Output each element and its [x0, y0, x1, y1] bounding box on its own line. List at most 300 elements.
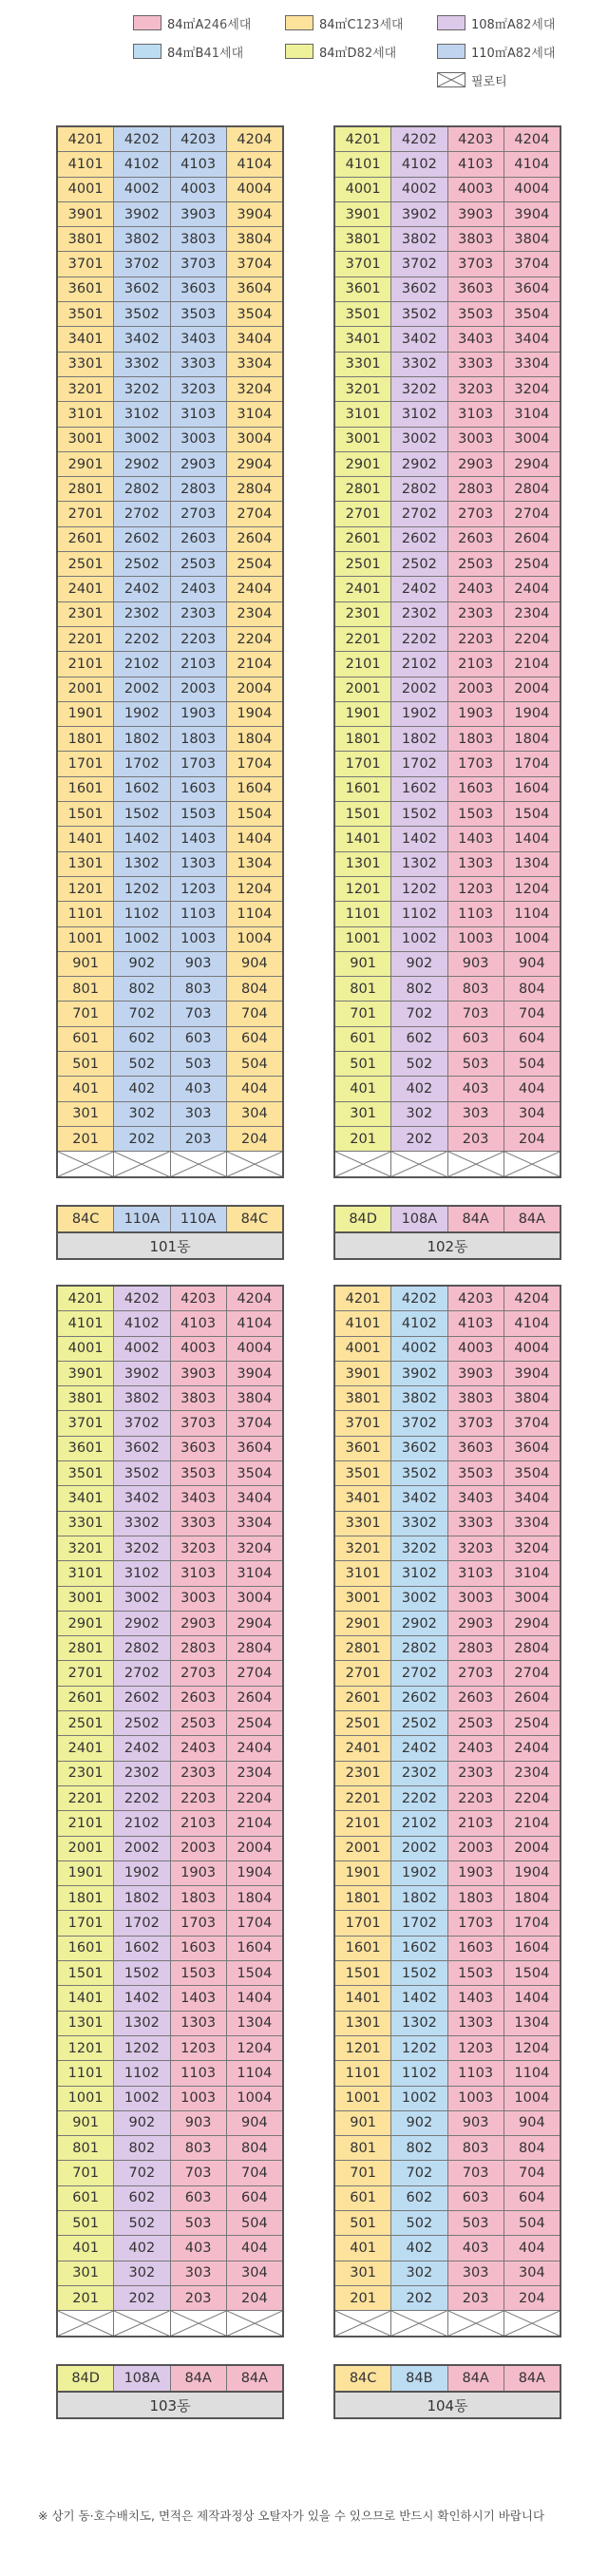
unit-cell: 3301 — [58, 353, 114, 377]
unit-cell: 2302 — [391, 602, 447, 627]
unit-cell: 3501 — [58, 1461, 114, 1486]
unit-cell: 1003 — [171, 927, 227, 952]
floor-row — [335, 252, 560, 277]
floor-row — [58, 1486, 282, 1511]
unit-cell: 4204 — [504, 127, 560, 152]
floor-row — [335, 2186, 560, 2211]
unit-cell: 1801 — [335, 1886, 391, 1911]
floor-row — [58, 1027, 282, 1052]
unit-cell: 3401 — [335, 327, 391, 352]
unit-cell: 1203 — [448, 877, 504, 902]
unit-cell: 3203 — [171, 377, 227, 402]
unit-cell: 1404 — [227, 1986, 282, 2011]
unit-cell: 1901 — [58, 702, 114, 727]
unit-cell: 703 — [171, 1002, 227, 1026]
unit-cell: 2403 — [448, 577, 504, 601]
pilotis-cell — [58, 2311, 114, 2336]
unit-cell: 2301 — [335, 1762, 391, 1786]
unit-cell: 204 — [504, 1127, 560, 1152]
floor-row — [58, 1636, 282, 1661]
unit-cell: 1304 — [504, 2012, 560, 2036]
floor-row — [58, 977, 282, 1002]
unit-cell: 2001 — [335, 1837, 391, 1861]
floor-row — [58, 677, 282, 702]
floor-row — [58, 1911, 282, 1936]
unit-cell: 1702 — [114, 752, 170, 776]
unit-cell: 2501 — [335, 1711, 391, 1736]
unit-cell: 1602 — [391, 777, 447, 802]
unit-cell: 3202 — [114, 1536, 170, 1561]
floor-row — [335, 1536, 560, 1561]
unit-cell: 1303 — [171, 852, 227, 877]
unit-cell: 3701 — [58, 252, 114, 277]
unit-cell: 1203 — [171, 877, 227, 902]
unit-cell: 3703 — [171, 252, 227, 277]
floor-row — [58, 852, 282, 877]
floor-row — [58, 1102, 282, 1127]
unit-cell: 1904 — [504, 1861, 560, 1886]
unit-cell: 2202 — [114, 1786, 170, 1811]
unit-cell: 3002 — [391, 428, 447, 452]
unit-cell: 3702 — [114, 1411, 170, 1436]
legend-item-a84 — [133, 13, 251, 32]
unit-cell: 801 — [58, 2136, 114, 2161]
unit-cell: 4002 — [114, 178, 170, 202]
unit-cell: 1102 — [391, 2061, 447, 2086]
unit-cell: 4003 — [448, 1337, 504, 1362]
unit-cell: 1401 — [335, 827, 391, 851]
unit-cell: 3001 — [58, 1587, 114, 1612]
unit-cell: 601 — [58, 1027, 114, 1052]
unit-cell: 602 — [114, 1027, 170, 1052]
unit-cell: 1301 — [58, 2012, 114, 2036]
floor-row — [335, 477, 560, 502]
floor-row — [58, 178, 282, 202]
unit-cell: 1302 — [114, 2012, 170, 2036]
unit-cell: 404 — [504, 2236, 560, 2261]
unit-cell: 3004 — [227, 1587, 282, 1612]
unit-cell: 1804 — [227, 1886, 282, 1911]
unit-cell: 3602 — [391, 1437, 447, 1461]
unit-cell: 2703 — [448, 502, 504, 526]
legend-type: 108㎡A — [471, 17, 516, 32]
legend-type: 84㎡C — [319, 17, 356, 32]
unit-type-label: 84A — [171, 2366, 227, 2391]
unit-cell: 803 — [448, 2136, 504, 2161]
unit-cell: 2302 — [114, 602, 170, 627]
unit-cell: 3101 — [335, 402, 391, 427]
unit-cell: 3701 — [335, 252, 391, 277]
unit-cell: 2402 — [391, 577, 447, 601]
unit-cell: 3201 — [335, 1536, 391, 1561]
unit-cell: 1301 — [335, 2012, 391, 2036]
legend — [133, 13, 589, 95]
unit-cell: 1004 — [227, 927, 282, 952]
unit-cell: 2201 — [335, 627, 391, 652]
unit-cell: 504 — [227, 1052, 282, 1077]
unit-cell: 1603 — [171, 1937, 227, 1961]
pilotis-cell — [227, 2311, 282, 2336]
legend-item-a108 — [437, 13, 555, 32]
unit-cell: 1501 — [335, 802, 391, 827]
unit-cell: 1902 — [114, 1861, 170, 1886]
floor-row — [58, 2012, 282, 2036]
unit-cell: 2601 — [58, 1687, 114, 1711]
unit-cell: 2904 — [504, 1612, 560, 1636]
unit-cell: 1503 — [171, 802, 227, 827]
unit-cell: 1103 — [171, 902, 227, 926]
unit-cell: 3601 — [58, 277, 114, 302]
floor-row — [335, 1587, 560, 1612]
unit-cell: 2403 — [448, 1736, 504, 1761]
unit-cell: 3903 — [448, 202, 504, 227]
unit-cell: 502 — [391, 2211, 447, 2236]
unit-cell: 3603 — [448, 277, 504, 302]
building-104 — [333, 1285, 561, 2419]
unit-cell: 3302 — [391, 353, 447, 377]
unit-cell: 1503 — [448, 802, 504, 827]
unit-cell: 2901 — [58, 452, 114, 477]
unit-cell: 2303 — [448, 602, 504, 627]
unit-type-label: 110A — [171, 1207, 227, 1231]
unit-cell: 3702 — [391, 252, 447, 277]
unit-cell: 2701 — [335, 502, 391, 526]
unit-cell: 3704 — [227, 252, 282, 277]
floor-row — [335, 1102, 560, 1127]
unit-cell: 1201 — [335, 2036, 391, 2061]
unit-cell: 1602 — [391, 1937, 447, 1961]
unit-cell: 3501 — [335, 1461, 391, 1486]
unit-cell: 1401 — [335, 1986, 391, 2011]
unit-cell: 1303 — [448, 2012, 504, 2036]
unit-cell: 802 — [391, 2136, 447, 2161]
unit-cell: 2004 — [227, 677, 282, 702]
unit-cell: 4104 — [227, 1311, 282, 1336]
unit-cell: 3202 — [114, 377, 170, 402]
floor-row — [335, 2161, 560, 2185]
unit-cell: 2901 — [335, 1612, 391, 1636]
unit-cell: 2602 — [114, 1687, 170, 1711]
unit-cell: 304 — [504, 2261, 560, 2286]
floor-row — [58, 152, 282, 177]
unit-cell: 1501 — [58, 802, 114, 827]
unit-cell: 1403 — [448, 827, 504, 851]
unit-cell: 1004 — [504, 927, 560, 952]
floor-row — [335, 602, 560, 627]
unit-cell: 3803 — [448, 227, 504, 252]
unit-cell: 801 — [335, 2136, 391, 2161]
unit-cell: 3601 — [335, 277, 391, 302]
footnote: ※ 상기 동·호수배치도, 면적은 제작과정상 오탈자가 있을 수 있으므로 반드시 확인하시기 바랍니다 — [38, 2509, 545, 2523]
unit-cell: 1201 — [335, 877, 391, 902]
unit-cell: 3203 — [448, 1536, 504, 1561]
unit-cell: 2203 — [448, 627, 504, 652]
unit-cell: 2603 — [171, 1687, 227, 1711]
pilotis-cell — [58, 1152, 114, 1176]
unit-type-row — [333, 2364, 561, 2391]
unit-cell: 2303 — [171, 1762, 227, 1786]
unit-cell: 2204 — [227, 627, 282, 652]
unit-cell: 2001 — [58, 1837, 114, 1861]
unit-cell: 2803 — [171, 1636, 227, 1661]
unit-cell: 1702 — [391, 1911, 447, 1936]
legend-swatch — [285, 44, 314, 59]
unit-cell: 3204 — [227, 377, 282, 402]
floor-row — [335, 1486, 560, 1511]
unit-cell: 1603 — [448, 777, 504, 802]
unit-cell: 1202 — [114, 877, 170, 902]
floor-row — [335, 1612, 560, 1636]
unit-cell: 1402 — [114, 1986, 170, 2011]
floor-row — [58, 1736, 282, 1761]
unit-cell: 2804 — [227, 477, 282, 502]
unit-type-label: 84D — [58, 2366, 114, 2391]
unit-cell: 604 — [227, 1027, 282, 1052]
floor-row — [335, 927, 560, 952]
unit-cell: 4203 — [448, 127, 504, 152]
unit-cell: 2903 — [448, 1612, 504, 1636]
unit-cell: 4202 — [391, 1287, 447, 1311]
unit-cell: 2601 — [335, 527, 391, 552]
unit-cell: 1804 — [504, 727, 560, 752]
unit-cell: 3701 — [335, 1411, 391, 1436]
unit-cell: 1304 — [227, 2012, 282, 2036]
unit-cell: 2104 — [227, 652, 282, 677]
floor-row — [335, 1711, 560, 1736]
unit-cell: 3304 — [227, 353, 282, 377]
unit-cell: 2304 — [227, 602, 282, 627]
unit-cell: 3604 — [504, 277, 560, 302]
floor-row — [335, 2087, 560, 2111]
unit-cell: 4201 — [335, 127, 391, 152]
unit-cell: 3004 — [227, 428, 282, 452]
unit-cell: 903 — [448, 952, 504, 977]
unit-cell: 1203 — [448, 2036, 504, 2061]
unit-cell: 3904 — [227, 202, 282, 227]
floor-row — [335, 1311, 560, 1336]
unit-cell: 3001 — [335, 1587, 391, 1612]
unit-cell: 2401 — [58, 577, 114, 601]
unit-cell: 3804 — [504, 1386, 560, 1411]
unit-cell: 3303 — [171, 1512, 227, 1536]
unit-type-row — [56, 2364, 284, 2391]
unit-cell: 3402 — [391, 1486, 447, 1511]
unit-cell: 804 — [504, 977, 560, 1002]
unit-cell: 2703 — [448, 1661, 504, 1686]
unit-cell: 1601 — [58, 1937, 114, 1961]
unit-cell: 2502 — [391, 552, 447, 577]
unit-cell: 401 — [335, 2236, 391, 2261]
floor-row — [335, 327, 560, 352]
pilotis-cell — [335, 2311, 391, 2336]
unit-cell: 301 — [58, 2261, 114, 2286]
floor-row — [58, 1861, 282, 1886]
unit-cell: 3501 — [58, 302, 114, 327]
unit-cell: 3802 — [114, 1386, 170, 1411]
unit-cell: 601 — [335, 1027, 391, 1052]
unit-cell: 3502 — [114, 1461, 170, 1486]
unit-type-label: 84A — [448, 2366, 504, 2391]
unit-cell: 2601 — [335, 1687, 391, 1711]
building-name: 104동 — [333, 2391, 561, 2419]
unit-cell: 3802 — [391, 1386, 447, 1411]
unit-cell: 1103 — [171, 2061, 227, 2086]
unit-cell: 2801 — [58, 477, 114, 502]
unit-cell: 2004 — [227, 1837, 282, 1861]
unit-cell: 3603 — [171, 1437, 227, 1461]
unit-cell: 2402 — [391, 1736, 447, 1761]
unit-cell: 3104 — [504, 402, 560, 427]
pilotis-cell — [448, 1152, 504, 1176]
unit-cell: 302 — [114, 2261, 170, 2286]
floor-row — [335, 1077, 560, 1101]
unit-cell: 1103 — [448, 2061, 504, 2086]
floor-row — [335, 1687, 560, 1711]
unit-cell: 403 — [448, 1077, 504, 1101]
unit-cell: 4003 — [171, 1337, 227, 1362]
unit-cell: 3902 — [391, 1362, 447, 1386]
unit-cell: 2503 — [448, 552, 504, 577]
unit-cell: 1204 — [504, 877, 560, 902]
unit-cell: 3101 — [58, 402, 114, 427]
unit-cell: 2001 — [335, 677, 391, 702]
unit-cell: 2201 — [58, 627, 114, 652]
unit-cell: 701 — [58, 1002, 114, 1026]
unit-cell: 4104 — [504, 1311, 560, 1336]
unit-cell: 4101 — [58, 1311, 114, 1336]
unit-cell: 3801 — [335, 227, 391, 252]
unit-cell: 4201 — [58, 1287, 114, 1311]
unit-cell: 1104 — [504, 902, 560, 926]
floor-row — [335, 1512, 560, 1536]
unit-cell: 4204 — [227, 127, 282, 152]
unit-cell: 3502 — [114, 302, 170, 327]
legend-item-a110 — [437, 42, 555, 61]
unit-cell: 1001 — [58, 927, 114, 952]
unit-cell: 2202 — [391, 1786, 447, 1811]
unit-cell: 3503 — [171, 302, 227, 327]
unit-cell: 2003 — [448, 677, 504, 702]
unit-cell: 2204 — [504, 1786, 560, 1811]
unit-cell: 1801 — [58, 1886, 114, 1911]
unit-type-label: 84A — [448, 1207, 504, 1231]
unit-cell: 3801 — [58, 227, 114, 252]
unit-cell: 2401 — [335, 1736, 391, 1761]
unit-cell: 2903 — [448, 452, 504, 477]
floor-row — [58, 1687, 282, 1711]
unit-cell: 1402 — [114, 827, 170, 851]
unit-cell: 504 — [504, 1052, 560, 1077]
unit-cell: 803 — [171, 2136, 227, 2161]
unit-cell: 1204 — [227, 2036, 282, 2061]
unit-cell: 3304 — [504, 1512, 560, 1536]
unit-cell: 2702 — [114, 1661, 170, 1686]
unit-cell: 702 — [391, 2161, 447, 2185]
unit-cell: 3002 — [114, 1587, 170, 1612]
floor-row — [335, 752, 560, 776]
unit-cell: 2904 — [227, 452, 282, 477]
unit-cell: 1303 — [171, 2012, 227, 2036]
unit-cell: 703 — [448, 2161, 504, 2185]
unit-cell: 2603 — [448, 1687, 504, 1711]
unit-cell: 904 — [504, 952, 560, 977]
unit-cell: 2402 — [114, 1736, 170, 1761]
unit-cell: 4003 — [171, 178, 227, 202]
floor-row — [335, 1786, 560, 1811]
unit-cell: 3504 — [227, 1461, 282, 1486]
unit-cell: 4102 — [114, 1311, 170, 1336]
unit-cell: 2802 — [114, 1636, 170, 1661]
unit-cell: 1402 — [391, 1986, 447, 2011]
floor-row — [58, 252, 282, 277]
building-name: 103동 — [56, 2391, 284, 2419]
unit-cell: 1602 — [114, 777, 170, 802]
unit-cell: 2804 — [504, 477, 560, 502]
unit-cell: 3403 — [448, 1486, 504, 1511]
unit-cell: 2002 — [391, 1837, 447, 1861]
unit-cell: 203 — [448, 1127, 504, 1152]
unit-cell: 3904 — [504, 202, 560, 227]
unit-cell: 3704 — [504, 1411, 560, 1436]
unit-cell: 4103 — [448, 152, 504, 177]
floor-row — [58, 552, 282, 577]
unit-cell: 3201 — [335, 377, 391, 402]
unit-cell: 2903 — [171, 452, 227, 477]
legend-count: 82세대 — [356, 46, 397, 61]
unit-cell: 502 — [114, 2211, 170, 2236]
unit-cell: 2804 — [227, 1636, 282, 1661]
unit-cell: 4203 — [448, 1287, 504, 1311]
floor-row — [335, 127, 560, 152]
floor-row — [335, 1287, 560, 1311]
unit-cell: 2203 — [171, 627, 227, 652]
unit-cell: 1002 — [114, 927, 170, 952]
unit-cell: 4204 — [227, 1287, 282, 1311]
unit-cell: 1503 — [448, 1961, 504, 1986]
unit-cell: 1104 — [227, 2061, 282, 2086]
unit-grid — [333, 125, 561, 1178]
floor-row — [335, 2286, 560, 2311]
unit-cell: 704 — [504, 1002, 560, 1026]
unit-cell: 1001 — [335, 927, 391, 952]
unit-cell: 3503 — [448, 302, 504, 327]
unit-cell: 402 — [391, 2236, 447, 2261]
floor-row — [335, 1411, 560, 1436]
unit-cell: 2704 — [227, 1661, 282, 1686]
floor-row — [58, 127, 282, 152]
pilotis-cell — [504, 2311, 560, 2336]
unit-cell: 3204 — [504, 377, 560, 402]
unit-cell: 1401 — [58, 827, 114, 851]
unit-cell: 2802 — [114, 477, 170, 502]
unit-cell: 1201 — [58, 877, 114, 902]
unit-type-label: 84C — [58, 1207, 114, 1231]
unit-cell: 4203 — [171, 127, 227, 152]
floor-row — [335, 2012, 560, 2036]
floor-row — [58, 1937, 282, 1961]
floor-row — [58, 827, 282, 851]
unit-cell: 702 — [391, 1002, 447, 1026]
unit-cell: 1004 — [504, 2087, 560, 2111]
unit-cell: 2002 — [391, 677, 447, 702]
unit-cell: 1702 — [391, 752, 447, 776]
unit-cell: 1501 — [58, 1961, 114, 1986]
unit-cell: 3201 — [58, 1536, 114, 1561]
unit-cell: 2301 — [58, 602, 114, 627]
pilotis-cell — [504, 1152, 560, 1176]
unit-cell: 1604 — [227, 777, 282, 802]
unit-cell: 1203 — [171, 2036, 227, 2061]
